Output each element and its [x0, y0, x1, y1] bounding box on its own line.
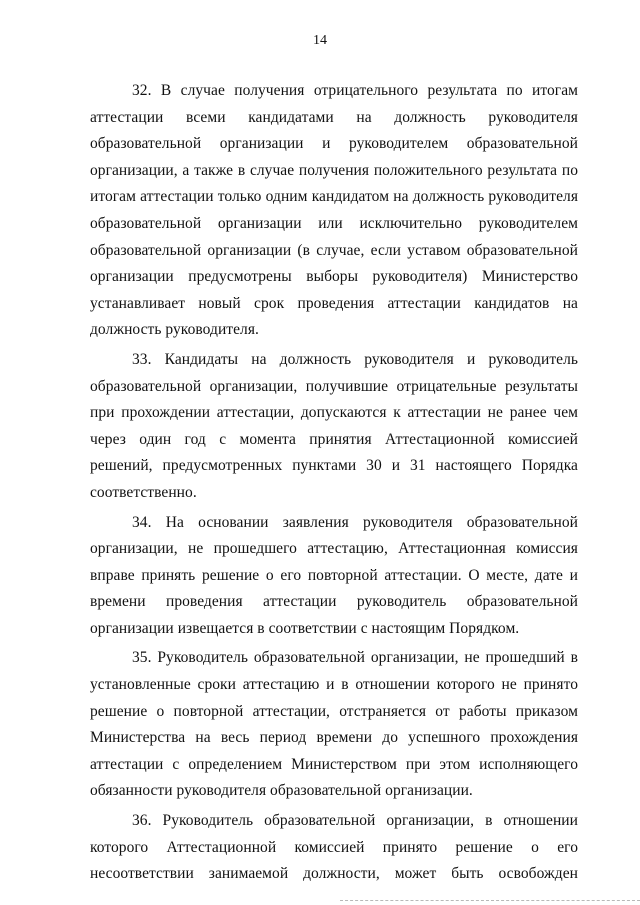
paragraph-32: 32. В случае получения отрицательного результата по итогам аттестации всеми кандидатами на должность руководителя образовательной организации и руководителем образовательной организации, а также в случае получения положительного результата по итогам аттестации только одним кандидатом на должность руководителя образовательной организации или исключительно руководителем образовательной организации (в случае, если уставом образовательной организации предусмотрены выборы руководителя) Министерство устанавливает новый срок проведения аттестации кандидатов на должность руководителя.	[90, 82, 578, 339]
paragraph-34: 34. На основании заявления руководителя образовательной организации, не прошедшего аттестацию, Аттестационная комиссия вправе принять решение о его повторной аттестации. О месте, дате и времени проведения аттестации руководитель образовательной организации извещается в соответствии с настоящим Порядком.	[90, 513, 578, 637]
scan-edge-line	[340, 900, 640, 902]
document-body	[90, 78, 578, 888]
paragraph-33: 33. Кандидаты на должность руководителя и руководитель образовательной организации, получившие отрицательные результаты при прохождении аттестации, допускаются к аттестации не ранее чем через один год с момента принятия Аттестационной комиссией решений, предусмотренных пунктами 30 и 31 настоящего Порядка соответственно.	[90, 350, 578, 501]
page-number: 14	[313, 33, 327, 48]
paragraph-35: 35. Руководитель образовательной организации, не прошедший в установленные сроки аттестацию и в отношении которого не принято решение о повторной аттестации, отстраняется от работы приказом Министерства на весь период времени до успешного прохождения аттестации с определением Министерством при этом исполняющего обязанности руководителя образовательной организации.	[90, 649, 578, 800]
paragraph-36: 36. Руководитель образовательной организации, в отношении которого Аттестационной комиссией принято решение о его несоответствии занимаемой должности, может быть освобожден	[90, 812, 578, 883]
